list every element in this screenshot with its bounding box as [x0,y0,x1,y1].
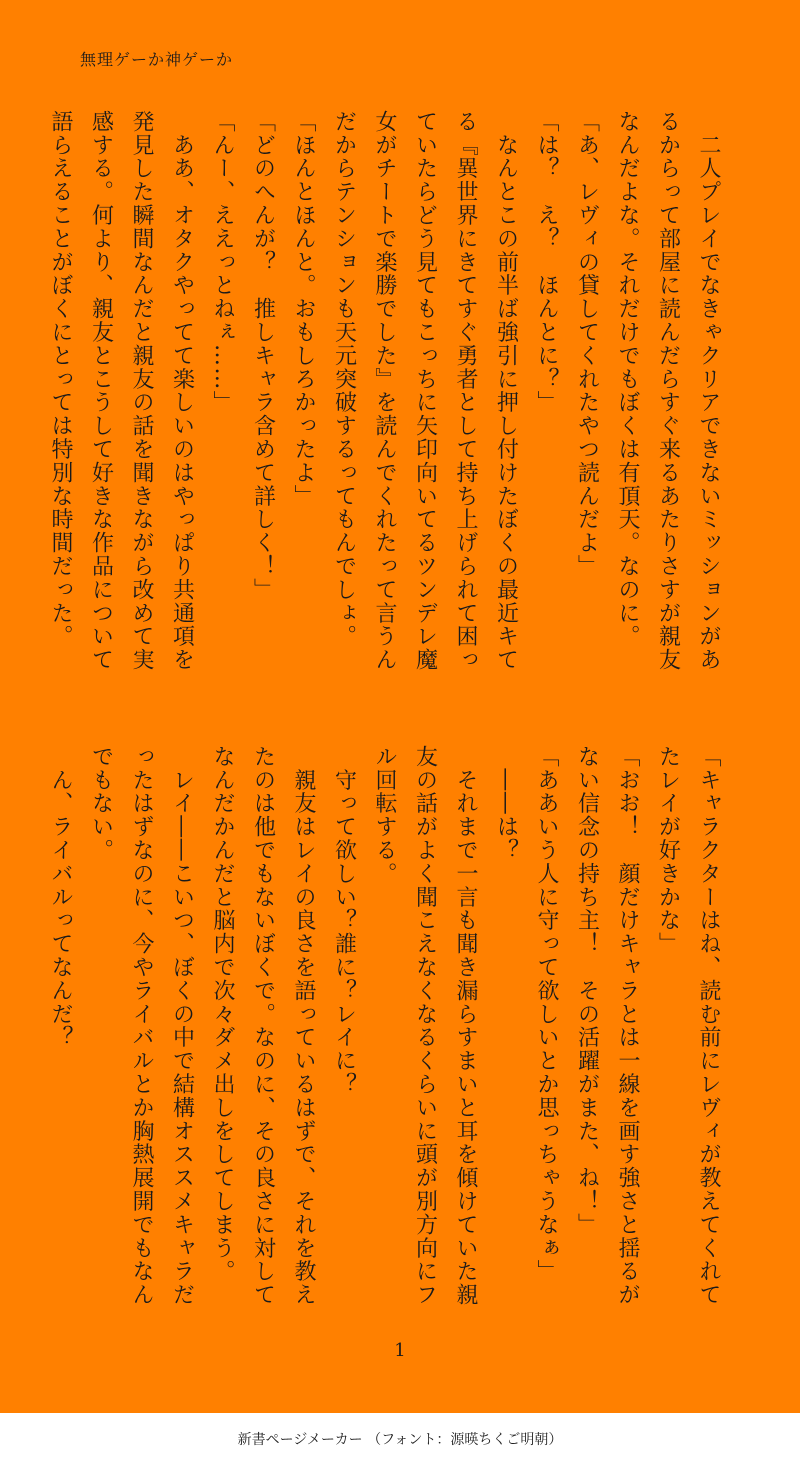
text-line: るからって部屋に読んだらすぐ来るあたりさすが親友 [655,110,681,672]
text-line: なんとこの前半ば強引に押し付けたぼくの最近キて [493,110,519,672]
text-line: 「キャラクターはね、読む前にレヴィが教えてくれて [696,745,721,1307]
text-line: 感する。何より、親友とこうして好きな作品について [88,110,114,672]
text-line: 「あ、レヴィの貸してくれたやつ読んだよ」 [574,110,600,578]
text-line: る『異世界にきてすぐ勇者として持ち上げられて困っ [453,110,478,672]
text-line: ったはずなのに、今やライバルとか胸熱展開でもなん [129,745,154,1307]
text-line: なんだかんだと脳内で次々ダメ出しをしてしまう。 [210,745,235,1284]
text-line: ない信念の持ち主！ その活躍がまた、ね！」 [574,745,600,1237]
text-line: でもない。 [88,745,114,862]
text-line: それまで一言も聞き漏らすまいと耳を傾けていた親 [453,745,478,1307]
text-line: たレイが好きかな」 [655,745,681,956]
text-block-top [48,110,728,690]
footer-credit: 新書ページメーカー （フォント：源暎ちくご明朝） [0,1413,800,1465]
text-line: 「ほんとほんと。おもしろかったよ」 [291,110,316,508]
text-line: 親友はレイの良さを語っているはずで、それを教え [291,745,316,1307]
text-line: 女がチートで楽勝でした』を読んでくれたって言うん [372,110,397,672]
text-line: ああ、オタクやってて楽しいのはやっぱり共通項を [169,110,195,672]
text-line: 「は？ え？ ほんとに？」 [534,110,559,415]
text-line: 友の話がよく聞こえなくなるくらいに頭が別方向にフ [412,745,438,1307]
text-line: だからテンションも天元突破するってもんでしょ。 [331,110,357,649]
text-line: なんだよな。それだけでもぼくは有頂天。なのに。 [615,110,640,649]
text-line: 二人プレイでなきゃクリアできないミッションがあ [696,110,721,672]
text-line: 「ああいう人に守って欲しいとか思っちゃうなぁ」 [534,745,559,1284]
text-line: 「んー、ええっとねぇ……」 [210,110,235,415]
page-number: 1 [394,1340,406,1361]
running-header: 無理ゲーか神ゲーか [80,50,234,69]
text-line: 守って欲しい？誰に？レイに？ [331,745,357,1096]
text-line: レイ――こいつ、ぼくの中で結構オススメキャラだ [169,745,195,1307]
text-line: ん、ライバルってなんだ？ [48,745,73,1050]
text-line: ル回転する。 [372,745,397,886]
text-line: ていたらどう見てもこっちに矢印向いてるツンデレ魔 [412,110,438,672]
text-block-bottom [48,745,728,1325]
text-line: たのは他でもないぼくで。なのに、その良さに対して [250,745,276,1307]
text-line: ――は？ [493,745,519,862]
text-line: 「どのへんが？ 推しキャラ含めて詳しく！」 [250,110,276,602]
text-line: 「おお！ 顔だけキャラとは一線を画す強さと揺るが [615,745,640,1307]
text-line: 発見した瞬間なんだと親友の話を聞きながら改めて実 [129,110,154,672]
text-line: 語らえることがぼくにとっては特別な時間だった。 [48,110,73,649]
